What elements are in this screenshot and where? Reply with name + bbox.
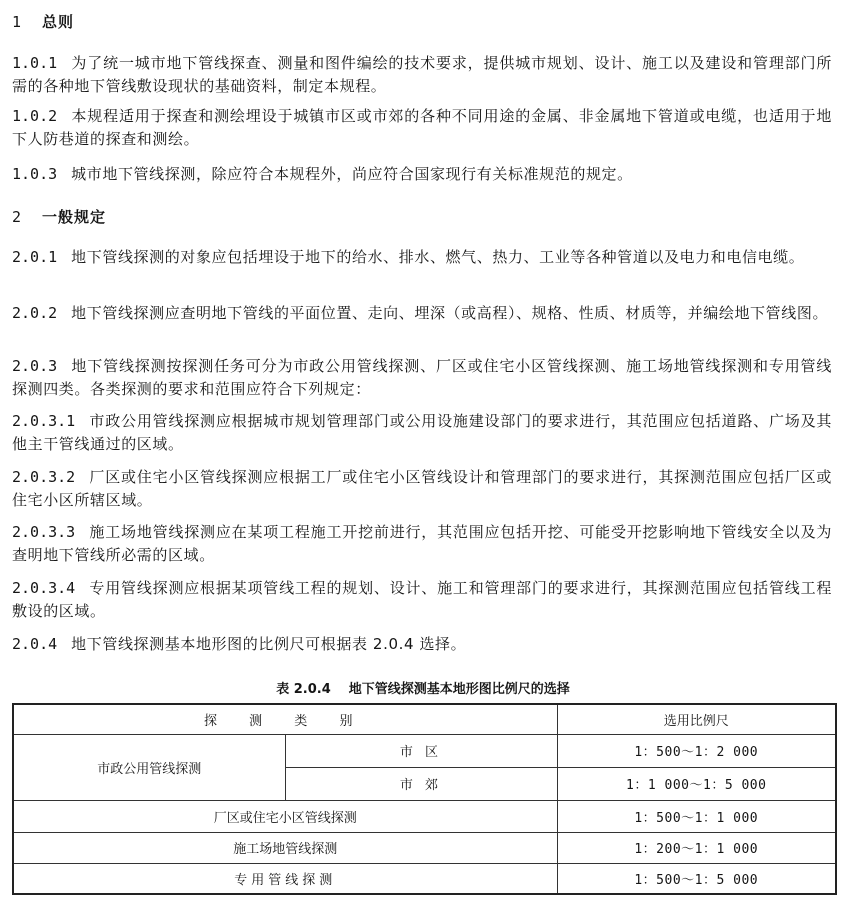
clause: [12, 355, 832, 401]
urban-scale: 1：500～1：2 000: [557, 734, 836, 767]
table-caption-number: 表 2.0.4: [276, 682, 331, 697]
clause-number: 1.0.1: [12, 54, 58, 72]
section-number: 1: [12, 13, 23, 31]
clause: [12, 105, 832, 151]
table-row: [13, 832, 836, 863]
clause-number: 1.0.2: [12, 107, 58, 125]
row-scale: 1：500～1：1 000: [557, 800, 836, 832]
clause-text: 地下管线探测按探测任务可分为市政公用管线探测、厂区或住宅小区管线探测、施工场地管线探测和专用管线探测四类。各类探测的要求和范围应符合下列规定：: [12, 357, 832, 398]
table-header-row: [13, 704, 836, 734]
section-title: 一般规定: [42, 208, 107, 226]
clause-number: 2.0.4: [12, 635, 58, 653]
clause-number: 2.0.3.1: [12, 412, 76, 430]
clause-text: 本规程适用于探查和测绘埋设于城镇市区或市郊的各种不同用途的金属、非金属地下管道或电缆，也适用于地下人防巷道的探查和测绘。: [12, 107, 832, 148]
clause-text: 地下管线探测基本地形图的比例尺可根据表 2.0.4 选择。: [71, 635, 467, 653]
clause-number: 2.0.3.2: [12, 468, 76, 486]
clause: [12, 246, 832, 269]
clause: [12, 163, 832, 186]
clause-text: 施工场地管线探测应在某项工程施工开挖前进行，其范围应包括开挖、可能受开挖影响地下管线安全以及为查明地下管线所必需的区域。: [12, 523, 832, 564]
scale-table: [12, 703, 837, 895]
urban-label: 市 区: [285, 734, 557, 767]
clause-text: 市政公用管线探测应根据城市规划管理部门或公用设施建设部门的要求进行，其范围应包括道路、广场及其他主干管线通过的区域。: [12, 412, 832, 453]
clause-number: 2.0.2: [12, 304, 58, 322]
clause-text: 厂区或住宅小区管线探测应根据工厂或住宅小区管线设计和管理部门的要求进行，其探测范围应包括厂区或住宅小区所辖区域。: [12, 468, 832, 509]
suburban-label: 市 郊: [285, 767, 557, 800]
table-caption-title: 地下管线探测基本地形图比例尺的选择: [348, 682, 570, 697]
clause-text: 城市地下管线探测，除应符合本规程外，尚应符合国家现行有关标准规范的规定。: [71, 165, 633, 183]
clause-number: 1.0.3: [12, 165, 58, 183]
row-scale: 1：500～1：5 000: [557, 863, 836, 894]
clause-number: 2.0.3: [12, 357, 58, 375]
clause: [12, 302, 832, 325]
clause-number: 2.0.1: [12, 248, 58, 266]
suburban-scale: 1：1 000～1：5 000: [557, 767, 836, 800]
row-label: 施工场地管线探测: [13, 832, 557, 863]
clause: [12, 52, 832, 98]
clause-text: 地下管线探测应查明地下管线的平面位置、走向、埋深（或高程）、规格、性质、材质等，并编绘地下管线图。: [71, 304, 829, 322]
clause: [12, 410, 832, 456]
municipal-label: 市政公用管线探测: [13, 734, 285, 800]
table-caption: [0, 678, 846, 697]
row-scale: 1：200～1：1 000: [557, 832, 836, 863]
section-heading: [12, 206, 106, 227]
row-label: 厂区或住宅小区管线探测: [13, 800, 557, 832]
clause-text: 为了统一城市地下管线探查、测量和图件编绘的技术要求，提供城市规划、设计、施工以及建设和管理部门所需的各种地下管线敷设现状的基础资料，制定本规程。: [12, 54, 832, 95]
clause: [12, 466, 832, 512]
clause-text: 地下管线探测的对象应包括埋设于地下的给水、排水、燃气、热力、工业等各种管道以及电力和电信电缆。: [71, 248, 805, 266]
table-row: [13, 734, 836, 767]
header-category: 探 测 类 别: [13, 704, 557, 734]
header-scale: 选用比例尺: [557, 704, 836, 734]
clause: [12, 521, 832, 567]
clause: [12, 577, 832, 623]
row-label: 专用管线探测: [13, 863, 557, 894]
section-number: 2: [12, 208, 23, 226]
table-row: [13, 800, 836, 832]
table-row: [13, 863, 836, 894]
clause: [12, 633, 832, 656]
clause-number: 2.0.3.3: [12, 523, 76, 541]
clause-text: 专用管线探测应根据某项管线工程的规划、设计、施工和管理部门的要求进行，其探测范围应包括管线工程敷设的区域。: [12, 579, 832, 620]
section-heading: [12, 11, 74, 32]
clause-number: 2.0.3.4: [12, 579, 76, 597]
section-title: 总则: [42, 13, 75, 31]
